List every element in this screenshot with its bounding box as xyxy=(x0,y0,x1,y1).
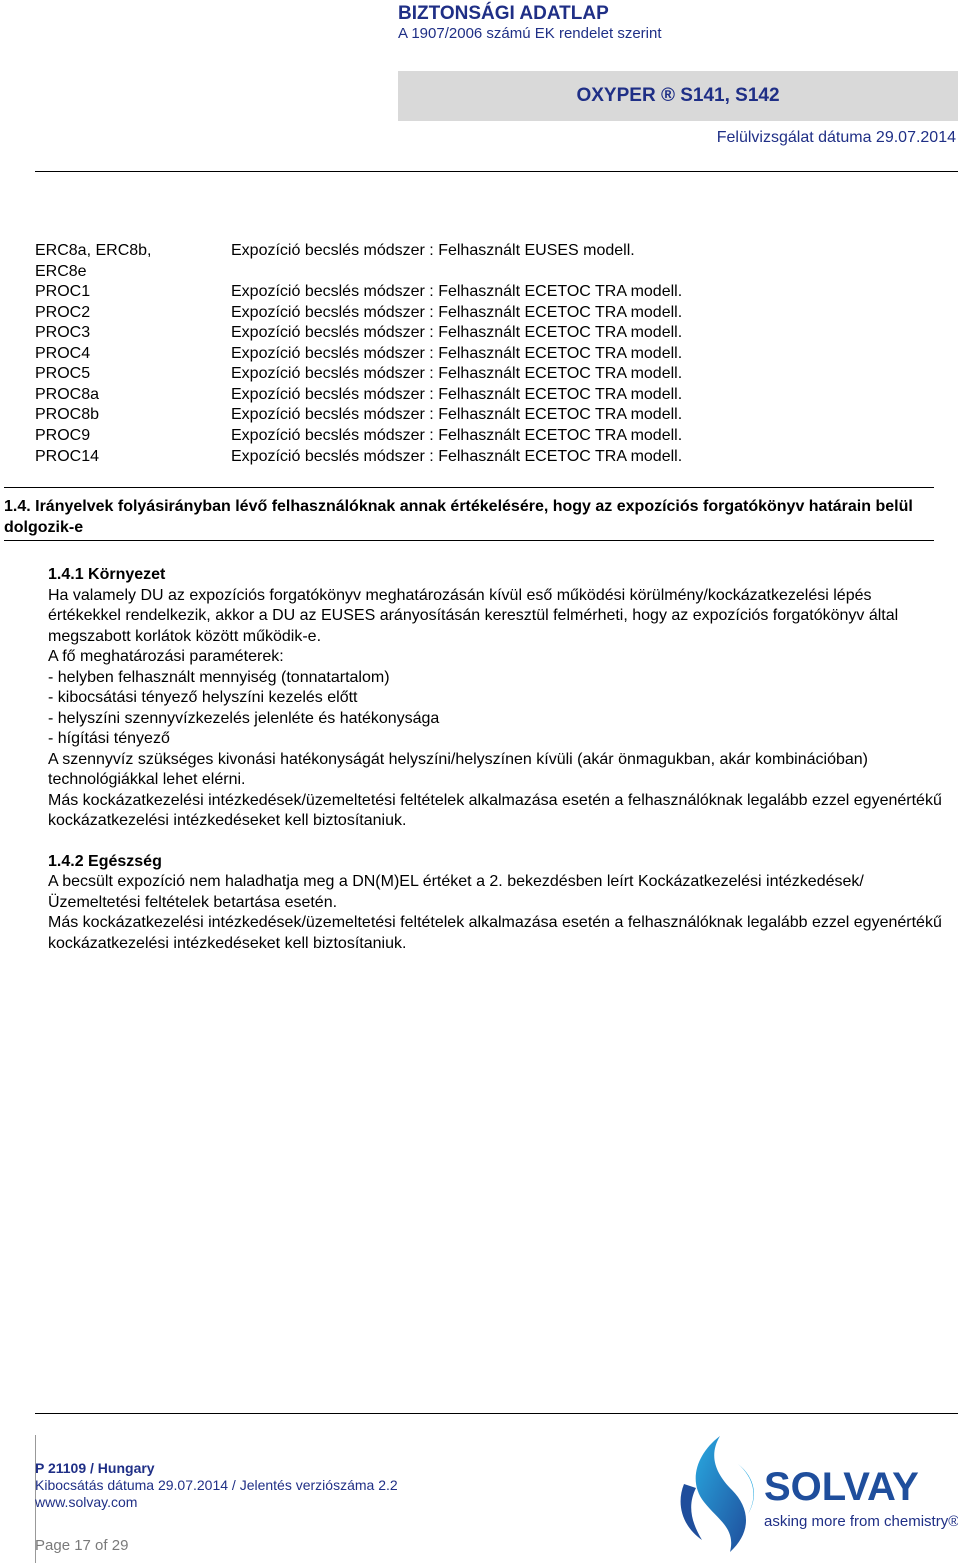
row-value: Expozíció becslés módszer : Felhasznált ECETOC TRA modell. xyxy=(231,345,683,362)
paragraph: Más kockázatkezelési intézkedések/üzemeltetési feltételek alkalmazása esetén a felhasználóknak legalább ezzel egyenértékű kockázatkezelési intézkedéseket kell biztosítaniuk. xyxy=(48,791,942,829)
section-body xyxy=(48,565,948,954)
health-heading: 1.4.2 Egészség xyxy=(48,852,162,870)
document-code-text: P 21109 / Hungary xyxy=(35,1460,155,1476)
solvay-logo xyxy=(668,1428,958,1563)
row-value: Expozíció becslés módszer : Felhasznált ECETOC TRA modell. xyxy=(231,324,683,341)
paragraph: A fő meghatározási paraméterek: xyxy=(48,648,284,665)
page-number: Page 17 of 29 xyxy=(35,1537,129,1554)
row-code: PROC3 xyxy=(35,324,91,341)
row-value: Expozíció becslés módszer : Felhasznált ECETOC TRA modell. xyxy=(231,427,683,444)
document-title: BIZTONSÁGI ADATLAP xyxy=(398,3,609,24)
row-code: PROC1 xyxy=(35,283,91,300)
row-code: PROC8a xyxy=(35,386,100,403)
row-code: ERC8e xyxy=(35,263,87,280)
footer-divider xyxy=(35,1413,958,1414)
list-item: - helyben felhasznált mennyiség (tonnatartalom) xyxy=(48,668,390,686)
product-name: OXYPER ® S141, S142 xyxy=(576,85,780,106)
row-value: Expozíció becslés módszer : Felhasznált ECETOC TRA modell. xyxy=(231,365,683,382)
revision-date: Felülvizsgálat dátuma 29.07.2014 xyxy=(716,129,956,146)
logo-tagline: asking more from chemistry® xyxy=(764,1513,958,1530)
header-divider xyxy=(35,171,958,172)
environment-heading: 1.4.1 Környezet xyxy=(48,566,166,583)
issue-info: Kibocsátás dátuma 29.07.2014 / Jelentés verziószáma 2.2 xyxy=(35,1477,398,1493)
list-item: - helyszíni szennyvízkezelés jelenléte és hatékonysága xyxy=(48,709,440,727)
row-code: PROC4 xyxy=(35,345,91,362)
paragraph: Más kockázatkezelési intézkedések/üzemeltetési feltételek alkalmazása esetén a felhasználóknak legalább ezzel egyenértékű kockázatkezelési intézkedéseket kell biztosítaniuk. xyxy=(48,914,942,952)
regulation-subtitle: A 1907/2006 számú EK rendelet szerint xyxy=(398,25,662,42)
website-link[interactable]: www.solvay.com xyxy=(35,1494,138,1510)
document-code xyxy=(35,1460,155,1476)
row-code: PROC8b xyxy=(35,406,100,423)
paragraph: A becsült expozíció nem haladhatja meg a DN(M)EL értéket a 2. bekezdésben leírt Kockázatkezelési intézkedések/Üzemeltetési feltételek betartása esetén. xyxy=(48,873,864,911)
row-value: Expozíció becslés módszer : Felhasznált ECETOC TRA modell. xyxy=(231,304,683,321)
row-value: Expozíció becslés módszer : Felhasznált EUSES modell. xyxy=(231,242,635,259)
paragraph: A szennyvíz szükséges kivonási hatékonyságát helyszíni/helyszínen kívüli (akár önmagukban, akár kombinációban) technológiákkal lehet elérni. xyxy=(48,750,868,788)
section-heading: 1.4. Irányelvek folyásirányban lévő felhasználóknak annak értékelésére, hogy az expozíciós forgatókönyv határain belül dolgozik-e xyxy=(4,498,913,536)
row-code: PROC5 xyxy=(35,365,91,382)
row-code: ERC8a, ERC8b, xyxy=(35,242,152,259)
list-item: - kibocsátási tényező helyszíni kezelés előtt xyxy=(48,689,358,706)
row-value: Expozíció becslés módszer : Felhasznált ECETOC TRA modell. xyxy=(231,386,683,403)
row-value: Expozíció becslés módszer : Felhasznált ECETOC TRA modell. xyxy=(231,448,683,465)
row-value: Expozíció becslés módszer : Felhasznált ECETOC TRA modell. xyxy=(231,283,683,300)
row-value: Expozíció becslés módszer : Felhasznált ECETOC TRA modell. xyxy=(231,406,683,423)
row-code: PROC14 xyxy=(35,448,100,465)
section-bottom-rule xyxy=(4,540,934,541)
section-top-rule xyxy=(4,487,934,488)
solvay-swoosh-icon xyxy=(668,1428,958,1563)
spacer xyxy=(48,832,948,852)
logo-brand: SOLVAY xyxy=(764,1465,919,1509)
list-item: - hígítási tényező xyxy=(48,730,170,747)
row-code: PROC9 xyxy=(35,427,91,444)
row-code: PROC2 xyxy=(35,304,91,321)
product-name-box xyxy=(398,71,958,121)
paragraph: Ha valamely DU az expozíciós forgatókönyv meghatározásán kívül eső működési körülmény/kockázatkezelési lépés értékekkel rendelkezik, akkor a DU az EUSES arányosításán keresztül felmérheti, hogy az expozíciós forgatókönyv által megszabott korlátok között működik-e. xyxy=(48,586,899,645)
